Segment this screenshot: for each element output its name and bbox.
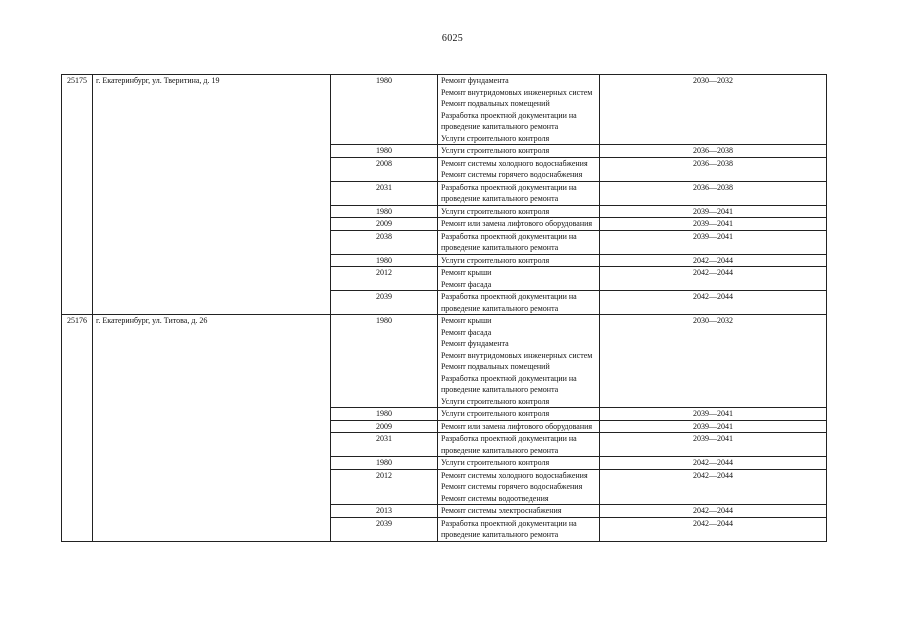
works-cell: [438, 433, 600, 457]
year-cell: 2009: [331, 420, 438, 433]
year-cell: 2012: [331, 267, 438, 291]
work-item: Услуги строительного контроля: [441, 409, 550, 418]
year-cell: 2008: [331, 157, 438, 181]
work-item: Услуги строительного контроля: [441, 133, 550, 143]
works-cell: [438, 505, 600, 518]
work-item: Ремонт подвальных помещений: [441, 99, 550, 108]
work-item: Услуги строительного контроля: [441, 255, 550, 265]
period-cell: 2036—2038: [600, 157, 827, 181]
year-cell: 1980: [331, 315, 438, 408]
works-cell: [438, 230, 600, 254]
repair-schedule-body: [62, 75, 827, 542]
year-cell: 2013: [331, 505, 438, 518]
year-cell: 2031: [331, 433, 438, 457]
work-item: проведение капитального ремонта: [441, 303, 559, 313]
period-cell: 2039—2041: [600, 205, 827, 218]
works-cell: [438, 517, 600, 541]
works-cell: [438, 205, 600, 218]
year-cell: 1980: [331, 457, 438, 470]
period-cell: 2036—2038: [600, 145, 827, 158]
work-item: Ремонт фасада: [441, 327, 492, 337]
work-item: Разработка проектной документации на: [441, 231, 577, 241]
repair-schedule-table: [61, 74, 827, 542]
work-item: Ремонт внутридомовых инженерных систем: [441, 87, 593, 97]
work-item: Ремонт системы водоотведения: [441, 493, 549, 503]
work-item: Разработка проектной документации на: [441, 182, 577, 192]
works-cell: [438, 181, 600, 205]
period-cell: 2039—2041: [600, 230, 827, 254]
year-cell: 2009: [331, 218, 438, 231]
period-cell: 2042—2044: [600, 469, 827, 505]
works-cell: [438, 75, 600, 145]
year-cell: 1980: [331, 205, 438, 218]
work-item: Ремонт фундамента: [441, 76, 509, 85]
work-item: проведение капитального ремонта: [441, 122, 559, 131]
work-item: Услуги строительного контроля: [441, 206, 550, 216]
work-item: Разработка проектной документации на: [441, 373, 577, 383]
works-cell: [438, 457, 600, 470]
work-item: проведение капитального ремонта: [441, 530, 559, 539]
building-id-cell: 25175: [62, 75, 93, 315]
work-item: Разработка проектной документации на: [441, 434, 577, 443]
work-item: Ремонт или замена лифтового оборудования: [441, 219, 593, 228]
period-cell: 2030—2032: [600, 315, 827, 408]
work-item: Разработка проектной документации на: [441, 292, 577, 301]
table-row: [62, 315, 827, 408]
period-cell: 2042—2044: [600, 254, 827, 267]
year-cell: 1980: [331, 75, 438, 145]
period-cell: 2042—2044: [600, 291, 827, 315]
year-cell: 2038: [331, 230, 438, 254]
period-cell: 2039—2041: [600, 218, 827, 231]
building-address-cell: г. Екатеринбург, ул. Титова, д. 26: [93, 315, 331, 542]
work-item: проведение капитального ремонта: [441, 194, 559, 203]
year-cell: 2031: [331, 181, 438, 205]
work-item: Ремонт фасада: [441, 279, 492, 289]
works-cell: [438, 469, 600, 505]
work-item: Услуги строительного контроля: [441, 458, 550, 467]
work-item: Услуги строительного контроля: [441, 146, 550, 155]
work-item: Ремонт системы холодного водоснабжения: [441, 158, 588, 168]
period-cell: 2039—2041: [600, 420, 827, 433]
work-item: Ремонт крыши: [441, 268, 492, 277]
page-number: 6025: [441, 33, 464, 44]
period-cell: 2030—2032: [600, 75, 827, 145]
works-cell: [438, 218, 600, 231]
work-item: проведение капитального ремонта: [441, 385, 559, 394]
work-item: проведение капитального ремонта: [441, 243, 559, 252]
works-cell: [438, 420, 600, 433]
period-cell: 2039—2041: [600, 433, 827, 457]
period-cell: 2036—2038: [600, 181, 827, 205]
works-cell: [438, 145, 600, 158]
work-item: Разработка проектной документации на: [441, 518, 577, 528]
works-cell: [438, 408, 600, 421]
works-cell: [438, 291, 600, 315]
period-cell: 2042—2044: [600, 457, 827, 470]
work-item: Ремонт подвальных помещений: [441, 362, 550, 371]
work-item: Ремонт или замена лифтового оборудования: [441, 421, 593, 431]
period-cell: 2042—2044: [600, 267, 827, 291]
works-cell: [438, 315, 600, 408]
period-cell: 2042—2044: [600, 517, 827, 541]
work-item: Ремонт крыши: [441, 316, 492, 325]
building-id-cell: 25176: [62, 315, 93, 542]
works-cell: [438, 157, 600, 181]
year-cell: 2012: [331, 469, 438, 505]
work-item: Ремонт системы горячего водоснабжения: [441, 482, 583, 491]
work-item: Ремонт системы горячего водоснабжения: [441, 170, 583, 179]
year-cell: 1980: [331, 145, 438, 158]
period-cell: 2042—2044: [600, 505, 827, 518]
period-cell: 2039—2041: [600, 408, 827, 421]
work-item: Ремонт системы холодного водоснабжения: [441, 470, 588, 480]
work-item: Разработка проектной документации на: [441, 110, 577, 120]
works-cell: [438, 254, 600, 267]
work-item: Ремонт системы электроснабжения: [441, 506, 562, 515]
work-item: Услуги строительного контроля: [441, 396, 550, 406]
work-item: Ремонт внутридомовых инженерных систем: [441, 350, 593, 360]
year-cell: 2039: [331, 291, 438, 315]
year-cell: 1980: [331, 408, 438, 421]
year-cell: 1980: [331, 254, 438, 267]
work-item: проведение капитального ремонта: [441, 445, 559, 455]
work-item: Ремонт фундамента: [441, 339, 509, 348]
year-cell: 2039: [331, 517, 438, 541]
works-cell: [438, 267, 600, 291]
table-row: [62, 75, 827, 145]
building-address-cell: г. Екатеринбург, ул. Тверитина, д. 19: [93, 75, 331, 315]
